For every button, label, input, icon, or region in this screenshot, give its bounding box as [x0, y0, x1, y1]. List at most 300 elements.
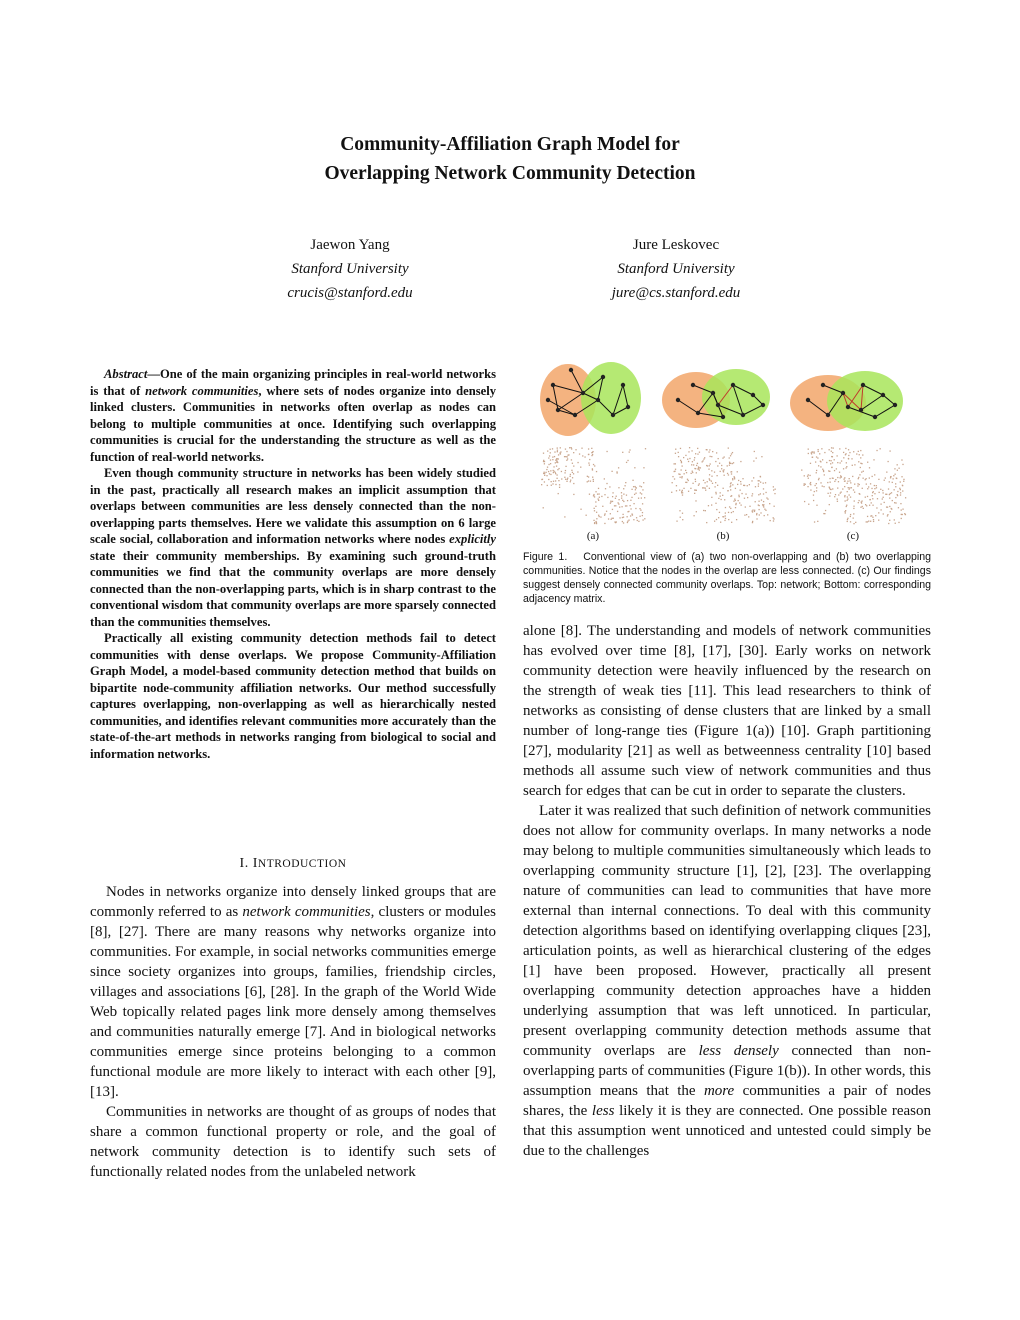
matrix-cell [565, 470, 566, 471]
matrix-cell [551, 481, 552, 482]
matrix-cell [745, 506, 746, 507]
introduction-text [90, 882, 496, 1182]
intro-paragraph-2: Communities in networks are thought of as groups of nodes that share a common functional property or role, and the goal of network community detection is to identify such sets of functionally related nodes from the unlabeled network [90, 1104, 496, 1180]
matrix-cell [872, 495, 873, 496]
sublabel-b: (b) [716, 530, 730, 542]
matrix-cell [854, 492, 855, 493]
matrix-cell [774, 493, 775, 494]
matrix-cell [634, 486, 635, 487]
matrix-cell [900, 494, 901, 495]
matrix-cell [697, 463, 698, 464]
matrix-cell [566, 481, 567, 482]
matrix-cell [844, 477, 845, 478]
matrix-cell [820, 461, 821, 462]
matrix-cell [773, 489, 774, 490]
matrix-cell [847, 519, 848, 520]
matrix-cell [848, 489, 849, 490]
matrix-cell [689, 447, 690, 448]
matrix-cell [905, 514, 906, 515]
matrix-cell [817, 457, 818, 458]
matrix-cell [571, 447, 572, 448]
matrix-cell [721, 465, 722, 466]
matrix-cell [543, 453, 544, 454]
network-node [621, 383, 625, 387]
matrix-cell [558, 493, 559, 494]
matrix-cell [716, 452, 717, 453]
matrix-cell [550, 449, 551, 450]
matrix-cell [700, 467, 701, 468]
matrix-cell [716, 475, 717, 476]
matrix-cell [723, 471, 724, 472]
matrix-cell [845, 454, 846, 455]
matrix-cell [858, 477, 859, 478]
matrix-cell [582, 455, 583, 456]
matrix-cell [577, 471, 578, 472]
matrix-cell [635, 489, 636, 490]
matrix-cell [544, 463, 545, 464]
matrix-cell [570, 474, 571, 475]
matrix-cell [547, 450, 548, 451]
matrix-cell [711, 456, 712, 457]
matrix-cell [844, 480, 845, 481]
matrix-cell [602, 506, 603, 507]
matrix-cell [891, 492, 892, 493]
matrix-cell [588, 448, 589, 449]
matrix-cell [730, 455, 731, 456]
matrix-cell [843, 479, 844, 480]
matrix-cell [639, 508, 640, 509]
caption-label: Figure 1. [523, 551, 568, 563]
matrix-cell [618, 503, 619, 504]
matrix-cell [889, 506, 890, 507]
matrix-cell [621, 506, 622, 507]
matrix-cell [594, 510, 595, 511]
matrix-cell [903, 481, 904, 482]
matrix-cell [845, 512, 846, 513]
matrix-cell [643, 482, 644, 483]
matrix-cell [773, 518, 774, 519]
matrix-cell [727, 465, 728, 466]
matrix-cell [830, 482, 831, 483]
matrix-cell [834, 481, 835, 482]
matrix-cell [706, 449, 707, 450]
matrix-cell [595, 501, 596, 502]
matrix-cell [678, 456, 679, 457]
matrix-cell [707, 465, 708, 466]
matrix-cell [822, 459, 823, 460]
matrix-cell [866, 521, 867, 522]
matrix-cell [711, 476, 712, 477]
matrix-cell [773, 520, 774, 521]
matrix-cell [889, 494, 890, 495]
matrix-cell [692, 471, 693, 472]
network-node [691, 383, 695, 387]
matrix-cell [631, 489, 632, 490]
matrix-cell [550, 470, 551, 471]
matrix-cell [709, 478, 710, 479]
matrix-cell [860, 507, 861, 508]
matrix-cell [632, 514, 633, 515]
matrix-cell [676, 485, 677, 486]
matrix-cell [767, 514, 768, 515]
matrix-cell [692, 483, 693, 484]
matrix-cell [852, 476, 853, 477]
matrix-cell [549, 455, 550, 456]
network-node [861, 383, 865, 387]
matrix-cell [773, 506, 774, 507]
matrix-cell [759, 480, 760, 481]
matrix-cell [548, 479, 549, 480]
matrix-cell [846, 506, 847, 507]
matrix-cell [622, 452, 623, 453]
matrix-cell [598, 515, 599, 516]
matrix-cell [765, 510, 766, 511]
matrix-cell [745, 493, 746, 494]
matrix-cell [728, 512, 729, 513]
matrix-cell [901, 476, 902, 477]
matrix-cell [900, 503, 901, 504]
author-affiliation: Stanford University [617, 261, 735, 277]
matrix-cell [891, 508, 892, 509]
matrix-cell [751, 480, 752, 481]
matrix-cell [754, 510, 755, 511]
matrix-cell [695, 481, 696, 482]
matrix-cell [696, 465, 697, 466]
matrix-cell [900, 489, 901, 490]
matrix-cell [683, 473, 684, 474]
matrix-cell [630, 508, 631, 509]
matrix-cell [861, 471, 862, 472]
matrix-cell [629, 451, 630, 452]
matrix-cell [842, 488, 843, 489]
matrix-cell [627, 460, 628, 461]
matrix-cell [732, 478, 733, 479]
matrix-cell [844, 495, 845, 496]
matrix-cell [754, 451, 755, 452]
matrix-cell [729, 465, 730, 466]
matrix-cell [903, 479, 904, 480]
matrix-cell [849, 480, 850, 481]
matrix-cell [862, 506, 863, 507]
matrix-cell [740, 490, 741, 491]
matrix-cell [848, 449, 849, 450]
matrix-cell [853, 506, 854, 507]
matrix-cell [752, 509, 753, 510]
matrix-cell [878, 479, 879, 480]
matrix-cell [567, 478, 568, 479]
matrix-cell [873, 519, 874, 520]
matrix-cell [810, 463, 811, 464]
matrix-cell [685, 455, 686, 456]
matrix-cell [901, 514, 902, 515]
matrix-cell [832, 488, 833, 489]
matrix-cell [624, 485, 625, 486]
matrix-cell [758, 486, 759, 487]
matrix-cell [718, 498, 719, 499]
matrix-cell [883, 497, 884, 498]
matrix-cell [672, 482, 673, 483]
matrix-cell [543, 507, 544, 508]
right-paragraph-1: alone [8]. The understanding and models of network communities has evolved over time [8], [17], [30]. Early works on network community detection were heavily influenced by the research on the strength of weak ties [11]. This lead researchers to think of networks as consisting of dense clusters that are linked by a small number of long-range ties (Figure 1(a)) [10]. Graph partitioning [27], modularity [21] as well as betweenness centrality [10] based methods all assume such view of network communities and thus search for edges that can be cut in order to separate the clusters. [523, 623, 931, 799]
matrix-cell [847, 496, 848, 497]
network-node [611, 413, 615, 417]
matrix-cell [627, 521, 628, 522]
matrix-cell [592, 454, 593, 455]
matrix-cell [706, 486, 707, 487]
matrix-cell [594, 465, 595, 466]
matrix-cell [884, 502, 885, 503]
matrix-cell [543, 460, 544, 461]
matrix-cell [886, 506, 887, 507]
matrix-cell [851, 487, 852, 488]
matrix-cell [544, 473, 545, 474]
community-blob [581, 362, 641, 434]
matrix-cell [633, 503, 634, 504]
matrix-cell [723, 488, 724, 489]
matrix-cell [588, 454, 589, 455]
matrix-cell [681, 476, 682, 477]
matrix-cell [622, 521, 623, 522]
matrix-cell [682, 490, 683, 491]
matrix-cell [831, 451, 832, 452]
figure-1 [523, 355, 931, 547]
matrix-cell [871, 488, 872, 489]
matrix-cell [756, 514, 757, 515]
network-node [806, 398, 810, 402]
matrix-cell [735, 504, 736, 505]
matrix-cell [841, 476, 842, 477]
matrix-cell [695, 453, 696, 454]
caption-text: Conventional view of (a) two non-overlapping and (b) two overlapping communities. Notice that the nodes in the overlap are less connected. (c) Our findings suggest densely connected community overlaps. Top: network; Bottom: corresponding adjacency matrix. [523, 551, 931, 605]
matrix-cell [621, 497, 622, 498]
network-node [581, 391, 585, 395]
matrix-cell [686, 482, 687, 483]
matrix-cell [619, 506, 620, 507]
matrix-cell [829, 495, 830, 496]
matrix-cell [738, 480, 739, 481]
abstract-label: Abstract [104, 367, 148, 381]
matrix-cell [852, 465, 853, 466]
matrix-cell [756, 518, 757, 519]
matrix-cell [868, 520, 869, 521]
section-heading-introduction: I. INTRODUCTION [239, 856, 347, 871]
matrix-cell [631, 497, 632, 498]
matrix-cell [626, 495, 627, 496]
matrix-cell [547, 485, 548, 486]
matrix-cell [587, 476, 588, 477]
matrix-cell [725, 507, 726, 508]
matrix-cell [571, 470, 572, 471]
matrix-cell [847, 498, 848, 499]
matrix-cell [839, 472, 840, 473]
matrix-cell [897, 470, 898, 471]
matrix-cell [848, 487, 849, 488]
matrix-cell [763, 483, 764, 484]
matrix-cell [895, 486, 896, 487]
matrix-cell [898, 522, 899, 523]
network-node [676, 398, 680, 402]
matrix-cell [763, 506, 764, 507]
matrix-cell [709, 456, 710, 457]
matrix-cell [681, 461, 682, 462]
matrix-cell [855, 522, 856, 523]
matrix-cell [683, 488, 684, 489]
matrix-cell [709, 449, 710, 450]
matrix-cell [567, 458, 568, 459]
matrix-cell [890, 477, 891, 478]
matrix-cell [765, 482, 766, 483]
matrix-cell [714, 521, 715, 522]
matrix-cell [597, 494, 598, 495]
adjacency-matrix-panels [541, 447, 906, 524]
matrix-cell [773, 517, 774, 518]
matrix-cell [805, 484, 806, 485]
matrix-cell [694, 468, 695, 469]
matrix-cell [599, 497, 600, 498]
matrix-cell [638, 521, 639, 522]
intro-paragraph-1: Nodes in networks organize into densely linked groups that are commonly referred to as network communities, clusters or modules [8], [27]. There are many reasons why networks organize into communities. For example, in social networks communities emerge since society organizes into groups, families, friendship circles, villages and associations [6], [28]. In the graph of the World Wide Web topically related pages link more densely among themselves and communities naturally emerge [7]. And in biological networks communities emerge since proteins belonging to a common functional module are more likely to interact with each other [9], [13]. [90, 884, 496, 1100]
matrix-cell [625, 505, 626, 506]
matrix-cell [596, 512, 597, 513]
matrix-cell [722, 458, 723, 459]
matrix-cell [872, 517, 873, 518]
matrix-cell [694, 459, 695, 460]
matrix-cell [725, 515, 726, 516]
matrix-cell [626, 516, 627, 517]
matrix-cell [883, 513, 884, 514]
matrix-cell [868, 486, 869, 487]
matrix-cell [874, 474, 875, 475]
matrix-cell [545, 472, 546, 473]
matrix-cell [717, 485, 718, 486]
matrix-cell [848, 494, 849, 495]
matrix-cell [623, 522, 624, 523]
matrix-cell [849, 478, 850, 479]
matrix-cell [834, 496, 835, 497]
matrix-cell [731, 512, 732, 513]
matrix-cell [634, 494, 635, 495]
matrix-cell [558, 468, 559, 469]
matrix-cell [860, 457, 861, 458]
matrix-cell [594, 496, 595, 497]
matrix-cell [554, 456, 555, 457]
matrix-cell [709, 465, 710, 466]
matrix-cell [547, 467, 548, 468]
author-name: Jure Leskovec [632, 237, 720, 253]
matrix-cell [849, 487, 850, 488]
matrix-cell [552, 483, 553, 484]
matrix-cell [596, 471, 597, 472]
matrix-cell [573, 452, 574, 453]
matrix-cell [748, 516, 749, 517]
matrix-cell [872, 498, 873, 499]
matrix-cell [615, 505, 616, 506]
matrix-cell [897, 491, 898, 492]
matrix-cell [862, 478, 863, 479]
matrix-cell [764, 515, 765, 516]
matrix-cell [824, 474, 825, 475]
author-block-2 [526, 233, 826, 305]
matrix-cell [593, 495, 594, 496]
matrix-cell [641, 486, 642, 487]
matrix-cell [634, 467, 635, 468]
matrix-cell [875, 515, 876, 516]
matrix-cell [894, 519, 895, 520]
matrix-cell [555, 459, 556, 460]
matrix-cell [567, 456, 568, 457]
matrix-cell [712, 483, 713, 484]
matrix-cell [558, 454, 559, 455]
matrix-cell [769, 503, 770, 504]
matrix-cell [829, 487, 830, 488]
matrix-cell [845, 448, 846, 449]
matrix-cell [606, 451, 607, 452]
matrix-cell [854, 464, 855, 465]
matrix-cell [621, 495, 622, 496]
community-blob [827, 371, 903, 431]
matrix-cell [846, 466, 847, 467]
matrix-cell [816, 505, 817, 506]
title-line-1: Community-Affiliation Graph Model for [340, 134, 680, 155]
matrix-cell [846, 462, 847, 463]
matrix-cell [865, 504, 866, 505]
matrix-cell [850, 496, 851, 497]
sublabel-a: (a) [586, 530, 600, 542]
matrix-cell [642, 512, 643, 513]
matrix-cell [566, 451, 567, 452]
matrix-cell [698, 467, 699, 468]
matrix-cell [845, 510, 846, 511]
matrix-cell [858, 461, 859, 462]
matrix-cell [803, 485, 804, 486]
matrix-cell [632, 480, 633, 481]
network-node [751, 393, 755, 397]
matrix-cell [871, 502, 872, 503]
matrix-cell [590, 481, 591, 482]
matrix-cell [593, 520, 594, 521]
author-name: Jaewon Yang [310, 237, 390, 253]
matrix-cell [575, 449, 576, 450]
matrix-cell [770, 520, 771, 521]
matrix-cell [856, 453, 857, 454]
matrix-cell [843, 452, 844, 453]
matrix-cell [858, 478, 859, 479]
matrix-cell [847, 521, 848, 522]
matrix-cell [695, 479, 696, 480]
matrix-cell [858, 500, 859, 501]
matrix-cell [814, 521, 815, 522]
matrix-cell [846, 505, 847, 506]
matrix-cell [775, 489, 776, 490]
matrix-cell [612, 496, 613, 497]
matrix-cell [584, 456, 585, 457]
matrix-cell [894, 468, 895, 469]
matrix-cell [861, 500, 862, 501]
matrix-cell [716, 493, 717, 494]
matrix-cell [808, 478, 809, 479]
matrix-cell [708, 469, 709, 470]
matrix-cell [565, 456, 566, 457]
matrix-cell [732, 484, 733, 485]
matrix-cell [845, 467, 846, 468]
matrix-cell [565, 479, 566, 480]
matrix-cell [564, 472, 565, 473]
matrix-cell [641, 497, 642, 498]
matrix-cell [876, 487, 877, 488]
matrix-cell [626, 462, 627, 463]
matrix-cell [834, 459, 835, 460]
matrix-cell [898, 507, 899, 508]
